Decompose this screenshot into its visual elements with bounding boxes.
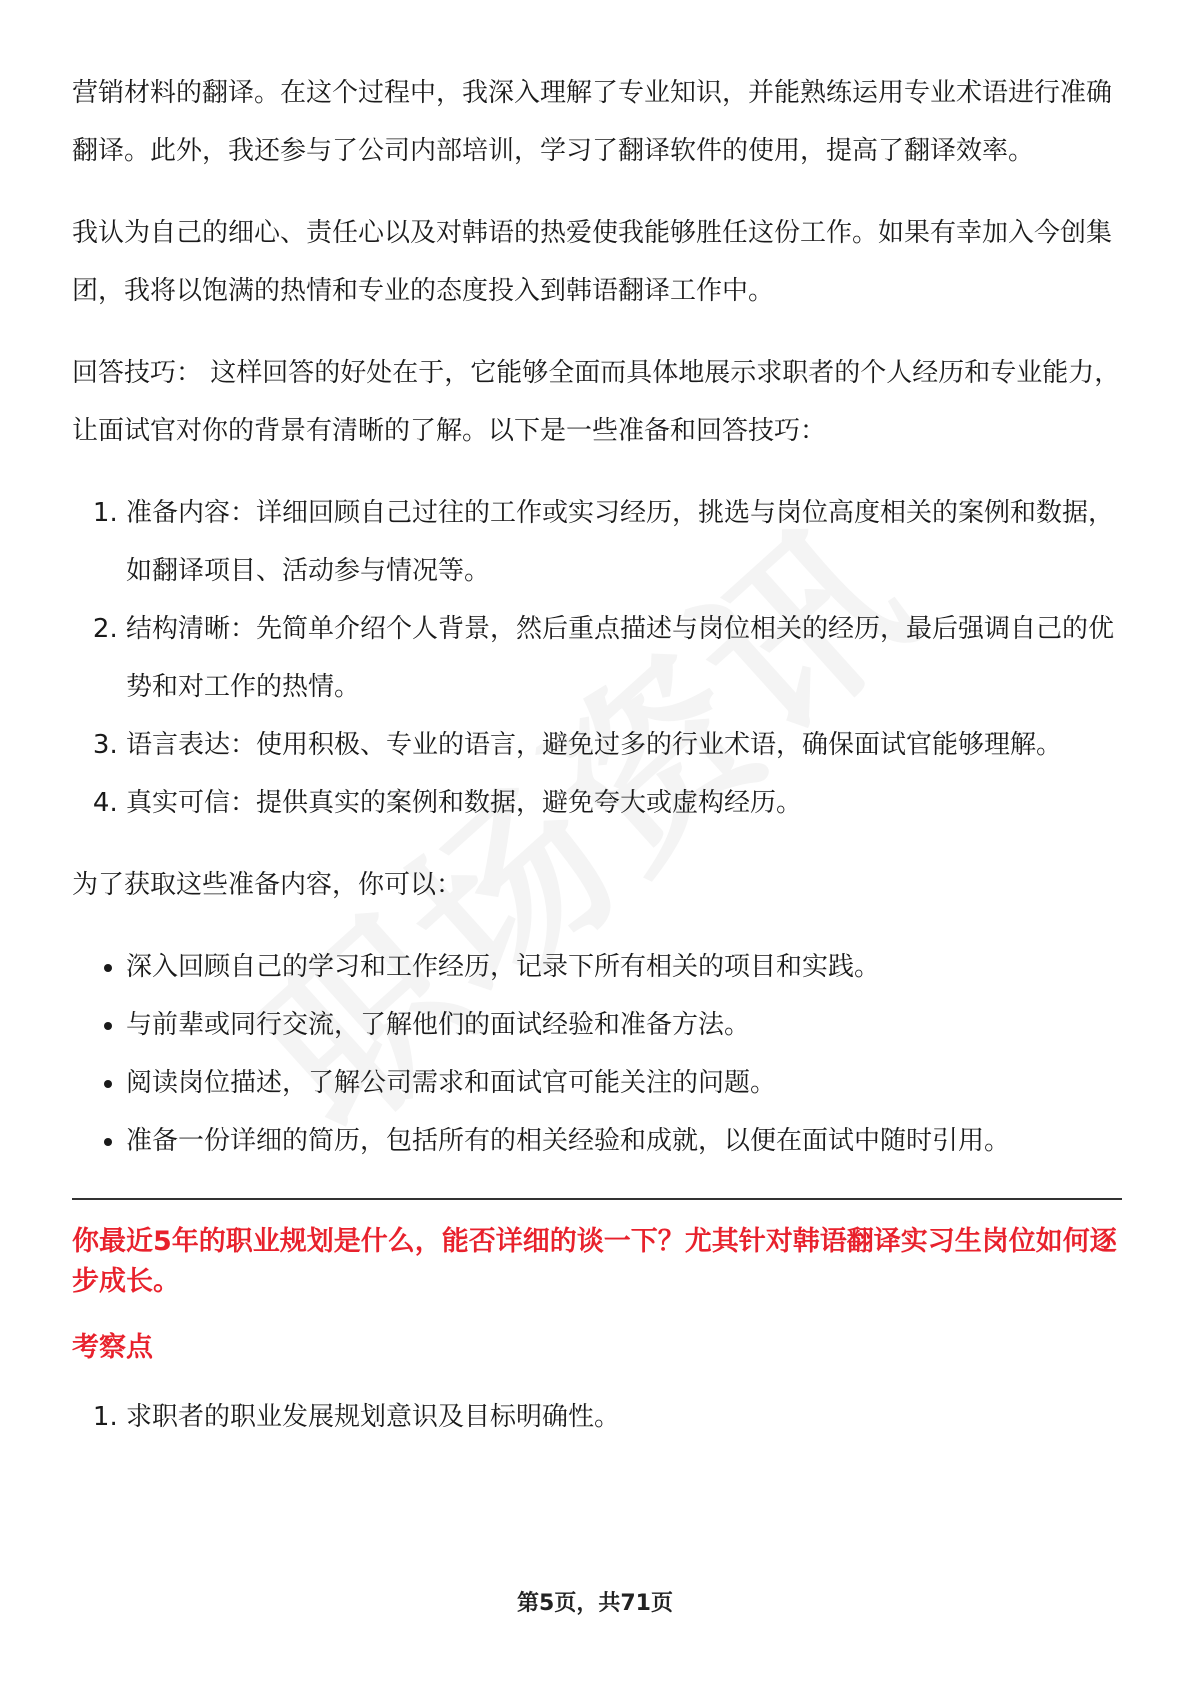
exam-points-list: [72, 1388, 1122, 1446]
tips-list: [72, 484, 1122, 832]
prep-item: • 阅读岗位描述，了解公司需求和面试官可能关注的问题。: [126, 1054, 1122, 1112]
tip-item: 3. 语言表达：使用积极、专业的语言，避免过多的行业术语，确保面试官能够理解。: [126, 716, 1122, 774]
section-subheading: 考察点: [72, 1332, 153, 1363]
paragraph: 我认为自己的细心、责任心以及对韩语的热爱使我能够胜任这份工作。如果有幸加入今创集团，我将以饱满的热情和专业的态度投入到韩语翻译工作中。: [72, 218, 1113, 306]
tip-item: 2. 结构清晰：先简单介绍个人背景，然后重点描述与岗位相关的经历，最后强调自己的优势和对工作的热情。: [126, 600, 1122, 716]
paragraph: 营销材料的翻译。在这个过程中，我深入理解了专业知识，并能熟练运用专业术语进行准确翻译。此外，我还参与了公司内部培训，学习了翻译软件的使用，提高了翻译效率。: [72, 78, 1113, 166]
prep-item: • 深入回顾自己的学习和工作经历，记录下所有相关的项目和实践。: [126, 938, 1122, 996]
page-content: [72, 64, 1122, 1470]
tip-item: 1. 准备内容：详细回顾自己过往的工作或实习经历，挑选与岗位高度相关的案例和数据，如翻译项目、活动参与情况等。: [126, 484, 1122, 600]
interview-question: 你最近5年的职业规划是什么，能否详细的谈一下？尤其针对韩语翻译实习生岗位如何逐步成长。: [72, 1226, 1117, 1297]
exam-point-item: 1. 求职者的职业发展规划意识及目标明确性。: [126, 1388, 1122, 1446]
prep-item: • 与前辈或同行交流，了解他们的面试经验和准备方法。: [126, 996, 1122, 1054]
tip-item: 4. 真实可信：提供真实的案例和数据，避免夸大或虚构经历。: [126, 774, 1122, 832]
page-number: 第5页，共71页: [517, 1591, 673, 1616]
section-divider: [72, 1198, 1122, 1200]
paragraph: 回答技巧： 这样回答的好处在于，它能够全面而具体地展示求职者的个人经历和专业能力，让面试官对你的背景有清晰的了解。以下是一些准备和回答技巧：: [72, 358, 1121, 446]
prep-item: • 准备一份详细的简历，包括所有的相关经验和成就，以便在面试中随时引用。: [126, 1112, 1122, 1170]
prep-list: [72, 938, 1122, 1170]
prep-intro: 为了获取这些准备内容，你可以：: [72, 870, 463, 900]
